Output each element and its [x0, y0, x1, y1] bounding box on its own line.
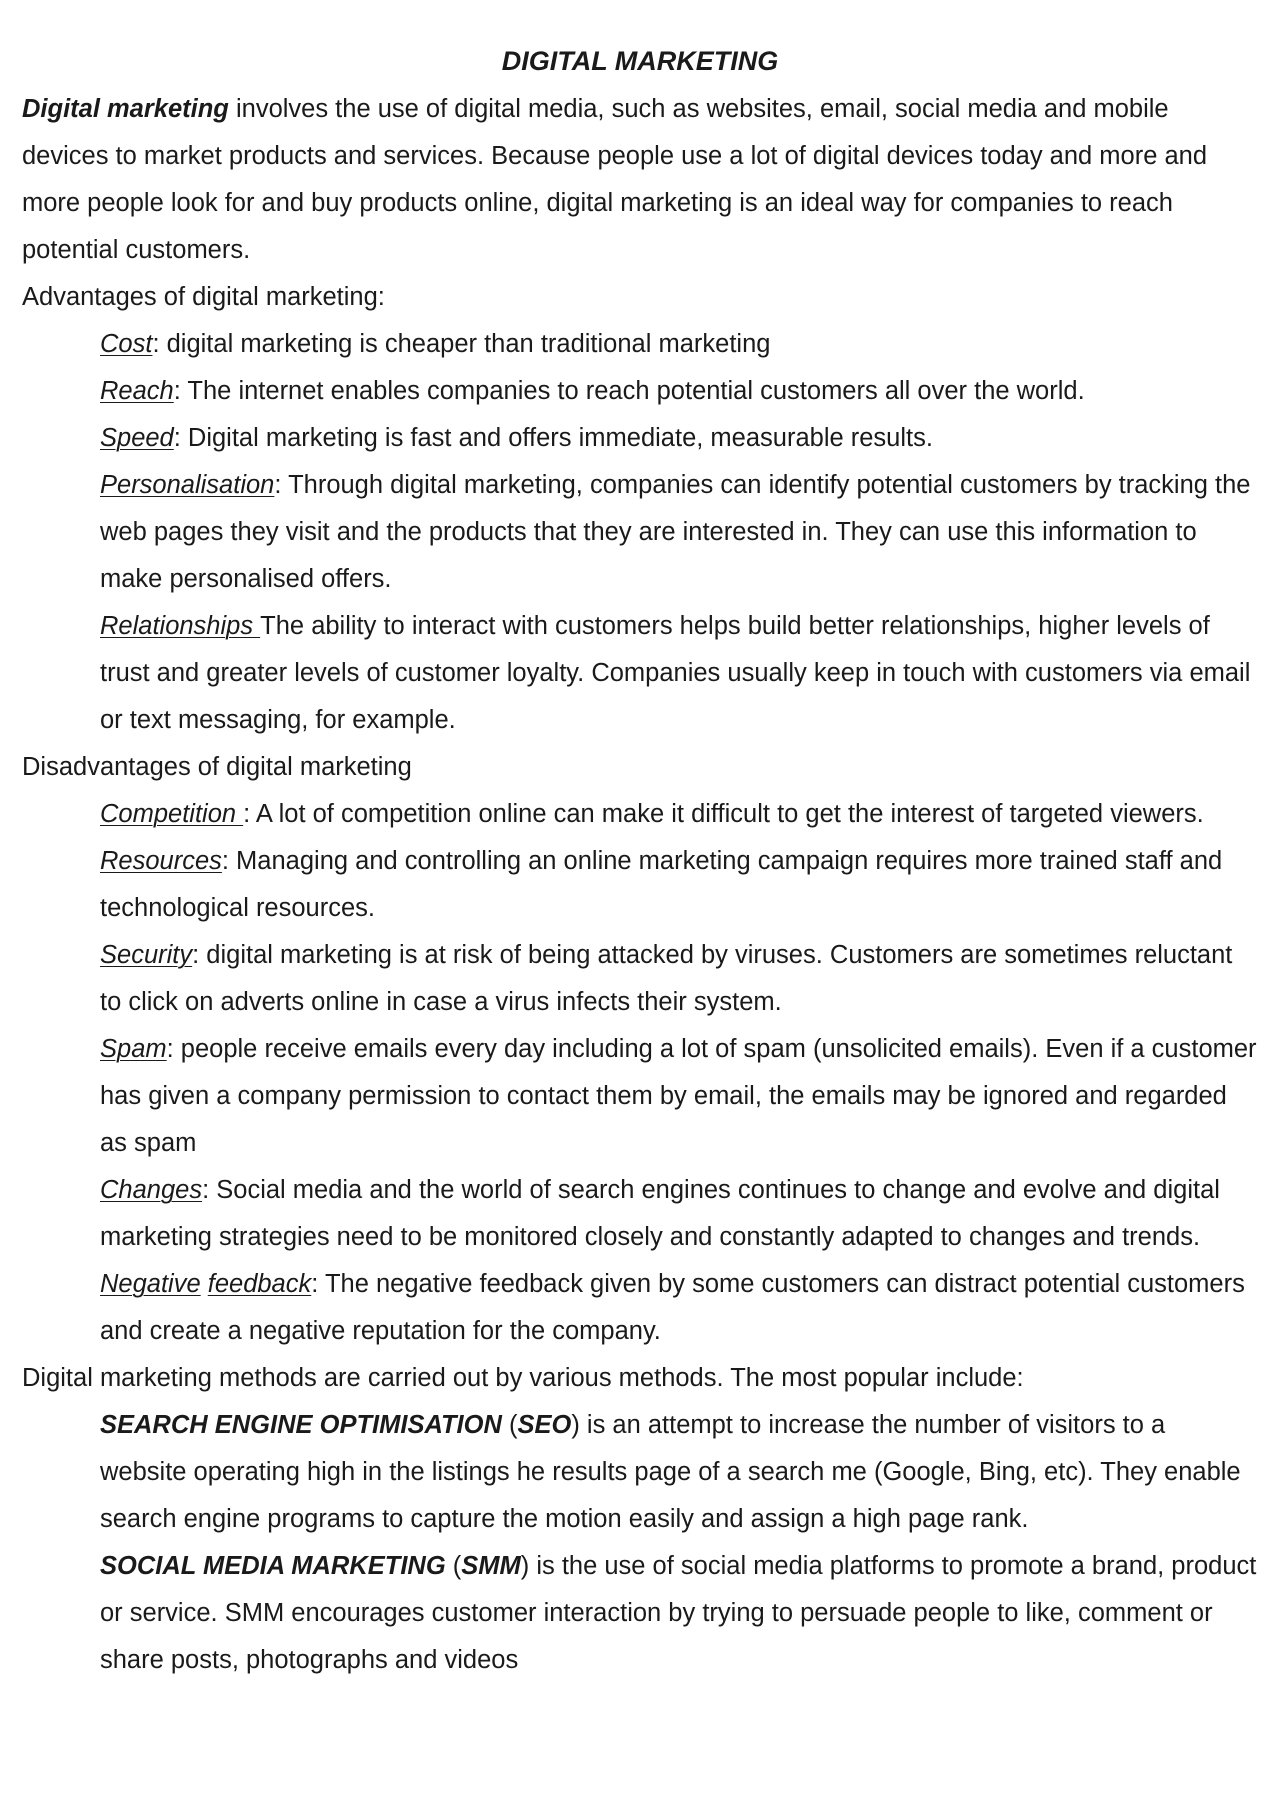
disadvantages-heading: Disadvantages of digital marketing: [22, 753, 412, 781]
advantage-term: Reach: [100, 377, 174, 405]
advantage-item-speed: [22, 415, 1258, 462]
method-term: SOCIAL MEDIA MARKETING: [100, 1552, 446, 1580]
method-term: SEARCH ENGINE OPTIMISATION: [100, 1411, 502, 1439]
disadvantage-text: : Social media and the world of search engines continues to change and evolve and digital marketing strategies need to be monitored closely and constantly adapted to changes and trends.: [100, 1176, 1220, 1251]
intro-paragraph: [22, 86, 1258, 274]
method-item-seo: [22, 1402, 1258, 1543]
disadvantage-text: : A lot of competition online can make it difficult to get the interest of targeted viewers.: [243, 800, 1204, 828]
disadvantage-text: : people receive emails every day including a lot of spam (unsolicited emails). Even if a customer has given a company permission to contact them by email, the emails may be ignored and regarded as spam: [100, 1035, 1257, 1157]
disadvantage-term: Spam: [100, 1035, 167, 1063]
disadvantage-text: : Managing and controlling an online marketing campaign requires more trained staff and technological resources.: [100, 847, 1223, 922]
advantage-term: Relationships: [100, 612, 261, 640]
disadvantage-text: : The negative feedback given by some customers can distract potential customers and create a negative reputation for the company.: [100, 1270, 1245, 1345]
disadvantage-item-spam: [22, 1026, 1258, 1167]
disadvantage-item-security: [22, 932, 1258, 1026]
disadvantage-term: Changes: [100, 1176, 203, 1204]
method-paren: (: [501, 1411, 518, 1439]
method-text: ) is the use of social media platforms to promote a brand, product or service. SMM encourages customer interaction by trying to persuade people to like, comment or share posts, photographs and videos: [100, 1552, 1257, 1674]
disadvantage-item-resources: [22, 838, 1258, 932]
method-item-smm: [22, 1543, 1258, 1684]
advantage-term: Speed: [100, 424, 174, 452]
disadvantage-term: Competition: [100, 800, 244, 828]
disadvantage-item-competition: [22, 791, 1258, 838]
advantage-text: The ability to interact with customers helps build better relationships, higher levels of trust and greater levels of customer loyalty. Companies usually keep in touch with customers via email or text messaging, for example.: [100, 612, 1251, 734]
method-text: ) is an attempt to increase the number of visitors to a website operating high in the listings he results page of a search me (Google, Bing, etc). They enable search engine programs to capture the motion easily and assign a high page rank.: [100, 1411, 1241, 1533]
disadvantage-term: Resources: [100, 847, 222, 875]
advantage-item-personalisation: [22, 462, 1258, 603]
advantage-item-relationships: [22, 603, 1258, 744]
disadvantage-term: Negative: [100, 1270, 201, 1298]
advantage-text: : Digital marketing is fast and offers immediate, measurable results.: [173, 424, 933, 452]
disadvantage-item-changes: [22, 1167, 1258, 1261]
methods-heading: Digital marketing methods are carried out by various methods. The most popular include:: [22, 1364, 1024, 1392]
intro-text: involves the use of digital media, such as websites, email, social media and mobile devices to market products and services. Because people use a lot of digital devices today and more and more people look for and buy products online, digital marketing is an ideal way for companies to reach potential customers.: [22, 95, 1208, 264]
method-abbr: SEO: [517, 1411, 572, 1439]
disadvantage-term: Security: [100, 941, 193, 969]
disadvantage-term: feedback: [207, 1270, 312, 1298]
advantage-text: : The internet enables companies to reach potential customers all over the world.: [173, 377, 1085, 405]
advantage-item-cost: [22, 321, 1258, 368]
document-title: DIGITAL MARKETING: [501, 46, 779, 76]
advantage-text: : digital marketing is cheaper than traditional marketing: [152, 330, 771, 358]
advantage-text: : Through digital marketing, companies can identify potential customers by tracking the web pages they visit and the products that they are interested in. They can use this information to make personalised offers.: [100, 471, 1251, 593]
advantages-heading: Advantages of digital marketing:: [22, 283, 385, 311]
advantage-term: Personalisation: [100, 471, 275, 499]
method-abbr: SMM: [461, 1552, 521, 1580]
method-paren: (: [445, 1552, 462, 1580]
advantage-term: Cost: [100, 330, 153, 358]
intro-term: Digital marketing: [22, 95, 229, 123]
disadvantage-text: : digital marketing is at risk of being attacked by viruses. Customers are sometimes reluctant to click on adverts online in case a virus infects their system.: [100, 941, 1233, 1016]
advantage-item-reach: [22, 368, 1258, 415]
disadvantage-item-negative-feedback: [22, 1261, 1258, 1355]
